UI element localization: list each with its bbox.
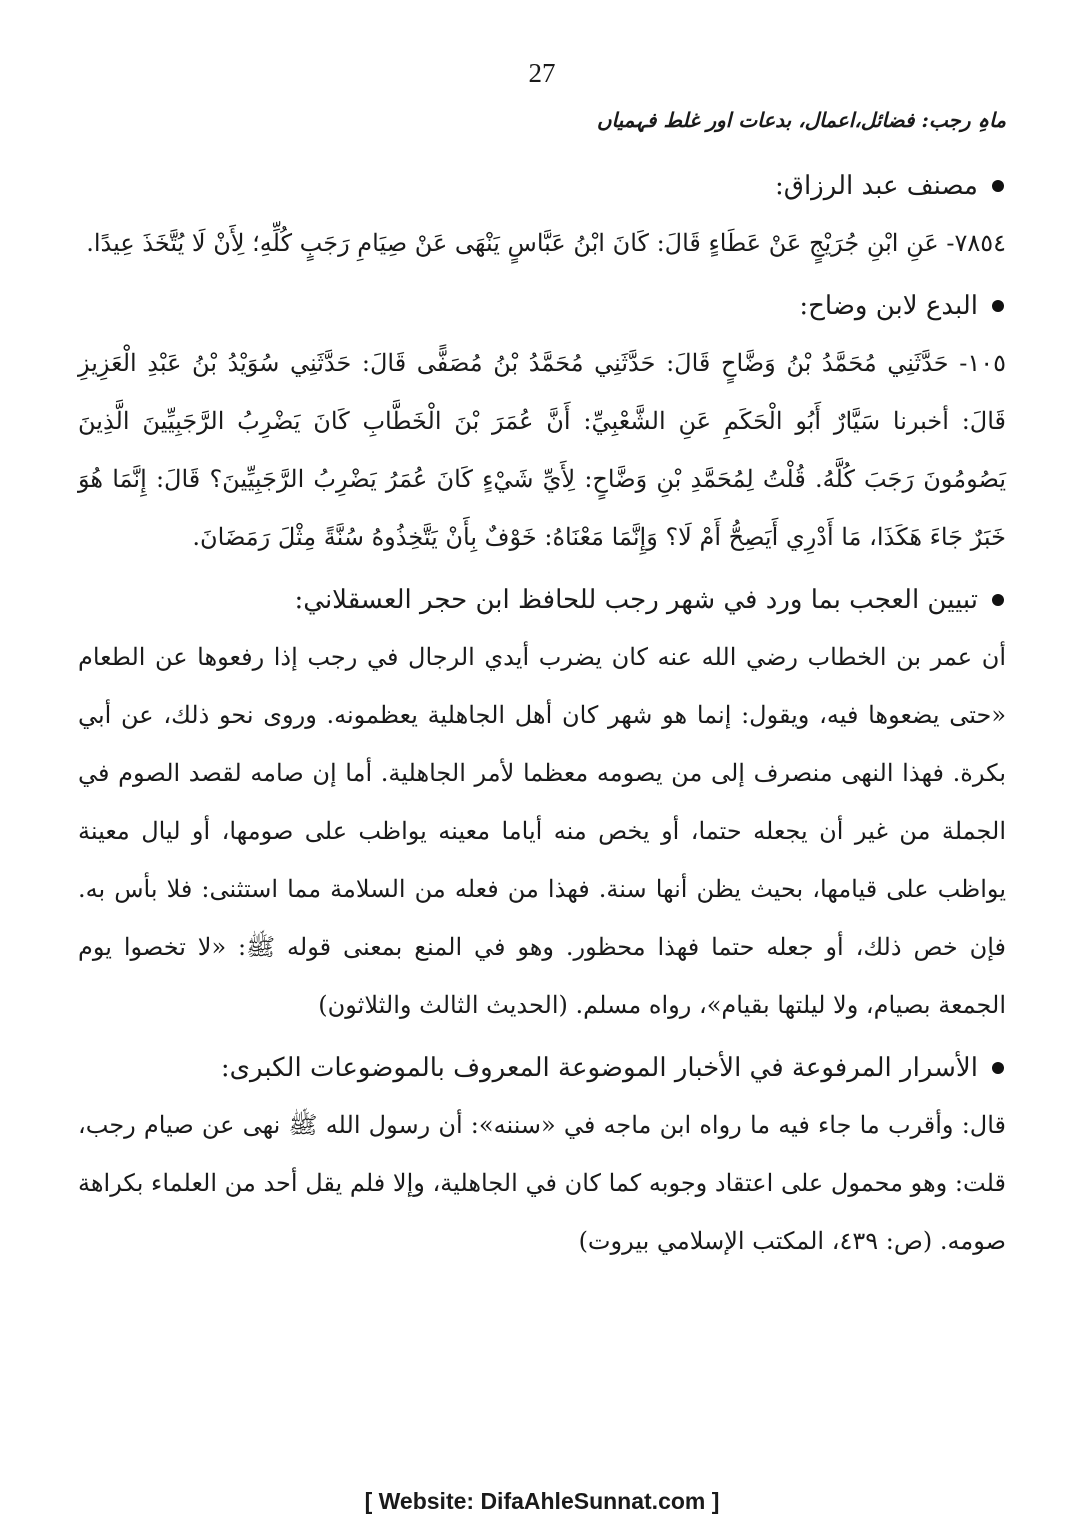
bullet-icon — [992, 300, 1004, 312]
section-heading-text: مصنف عبد الرزاق: — [775, 171, 978, 201]
page-number: 27 — [528, 58, 556, 88]
bullet-icon — [992, 1062, 1004, 1074]
section-heading — [78, 158, 1006, 214]
page-content — [78, 158, 1006, 1276]
section-body: أن عمر بن الخطاب رضي الله عنه كان يضرب أيدي الرجال في رجب إذا رفعوها عن الطعام «حتى يضعوها فيه، ويقول: إنما هو شهر كان أهل الجاهلية يعظمونه. وروى نحو ذلك، عن أبي بكرة. فهذا النهى منصرف إلى من يصومه معظما لأمر الجاهلية. أما إن صامه لقصد الصوم في الجملة من غير أن يجعله حتما، أو يخص منه أياما معينه يواظب على صومها، أو ليال معينة يواظب على قيامها، بحيث يظن أنها سنة. فهذا من فعله من السلامة مما استثنى: فلا بأس به. فإن خص ذلك، أو جعله حتما فهذا محظور. وهو في المنع بمعنى قوله ﷺ: «لا تخصوا يوم الجمعة بصيام، ولا ليلتها بقيام»، رواه مسلم. (الحديث الثالث والثلاثون) — [78, 643, 1007, 1019]
section-heading-text: تبيين العجب بما ورد في شهر رجب للحافظ ابن حجر العسقلاني: — [294, 585, 978, 615]
section-heading-text: البدع لابن وضاح: — [799, 291, 978, 321]
bullet-icon — [992, 180, 1004, 192]
section-al-bida-ibn-waddah — [78, 278, 1006, 566]
section-heading — [78, 572, 1006, 628]
section-heading — [78, 1040, 1006, 1096]
bullet-icon — [992, 594, 1004, 606]
section-al-asrar-al-marfua — [78, 1040, 1006, 1270]
section-body: ٧٨٥٤- عَنِ ابْنِ جُرَيْجٍ عَنْ عَطَاءٍ قَالَ: كَانَ ابْنُ عَبَّاسٍ يَنْهَى عَنْ صِيَامِ رَجَبٍ كُلِّهِ؛ لِأَنْ لَا يُتَّخَذَ عِيدًا. — [86, 229, 1006, 257]
section-body: ١٠٥- حَدَّثَنِي مُحَمَّدُ بْنُ وَضَّاحٍ قَالَ: حَدَّثَنِي مُحَمَّدُ بْنُ مُصَفًّى قَالَ: حَدَّثَنِي سُوَيْدُ بْنُ عَبْدِ الْعَزِيزِ قَالَ: أخبرنا سَيَّارٌ أَبُو الْحَكَمِ عَنِ الشَّعْبِيِّ: أَنَّ عُمَرَ بْنَ الْخَطَّابِ كَانَ يَضْرِبُ الرَّجَبِيِّينَ الَّذِينَ يَصُومُونَ رَجَبَ كُلَّهُ. قُلْتُ لِمُحَمَّدِ بْنِ وَضَّاحٍ: لِأَيِّ شَيْءٍ كَانَ عُمَرُ يَضْرِبُ الرَّجَبِيِّينَ؟ قَالَ: إِنَّمَا هُوَ خَبَرٌ جَاءَ هَكَذَا، مَا أَدْرِي أَيَصِحُّ أَمْ لَا؟ وَإِنَّمَا مَعْنَاهُ: خَوْفٌ بِأَنْ يَتَّخِذُوهُ سُنَّةً مِثْلَ رَمَضَانَ. — [78, 349, 1006, 551]
running-header: ماہِ رجب: فضائل،اعمال، بدعات اور غلط فہمیاں — [596, 108, 1006, 132]
section-body: قال: وأقرب ما جاء فيه ما رواه ابن ماجه في «سننه»: أن رسول الله ﷺ نهى عن صيام رجب، قلت: وهو محمول على اعتقاد وجوبه كما كان في الجاهلية، وإلا فلم يقل أحد من العلماء بكراهة صومه. (ص: ٤٣٩، المكتب الإسلامي بيروت) — [78, 1111, 1007, 1255]
section-tabyin-al-ajab — [78, 572, 1006, 1034]
section-musannaf-abdurrazzaq — [78, 158, 1006, 272]
website-footer: [ Website: DifaAhleSunnat.com ] — [364, 1488, 720, 1514]
section-heading-text: الأسرار المرفوعة في الأخبار الموضوعة المعروف بالموضوعات الكبرى: — [220, 1053, 978, 1083]
section-heading — [78, 278, 1006, 334]
